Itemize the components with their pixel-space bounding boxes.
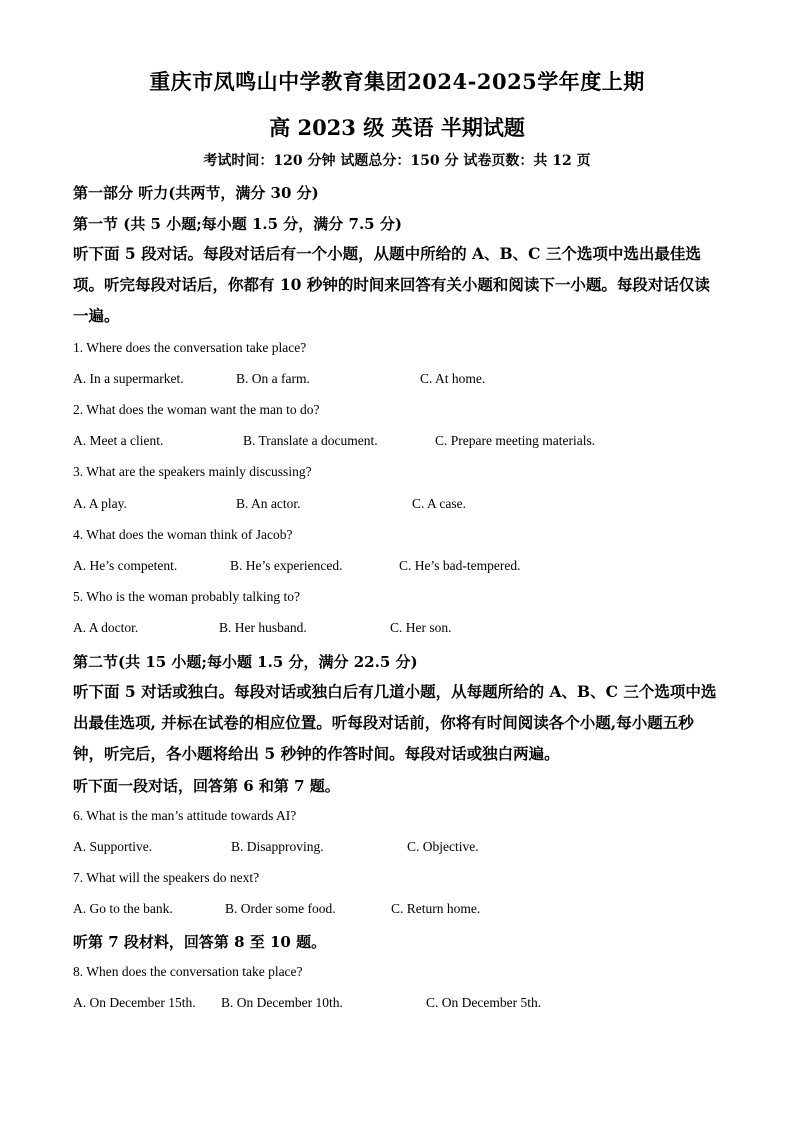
q8-option-b: B. On December 10th. xyxy=(221,995,343,1010)
q6-option-b: B. Disapproving. xyxy=(231,839,324,854)
exam-title: 重庆市凤鸣山中学教育集团2024-2025学年度上期 xyxy=(149,69,645,94)
q1-option-c: C. At home. xyxy=(420,371,486,386)
question-4: 4. What does the woman think of Jacob? xyxy=(73,527,293,542)
q7-option-c: C. Return home. xyxy=(391,901,481,916)
q7-option-b: B. Order some food. xyxy=(225,901,336,916)
exam-meta: 考试时间：120 分钟 试题总分：150 分 试卷页数：共 12 页 xyxy=(203,153,591,169)
question-6: 6. What is the man’s attitude towards AI? xyxy=(73,808,297,823)
q4-option-b: B. He’s experienced. xyxy=(230,558,343,573)
q5-option-a: A. A doctor. xyxy=(73,620,139,635)
q6-option-a: A. Supportive. xyxy=(73,839,153,854)
q2-option-a: A. Meet a client. xyxy=(73,433,164,448)
question-7: 7. What will the speakers do next? xyxy=(73,870,260,885)
section2-instructions: 听下面 5 对话或独白。每段对话或独白后有几道小题，从每题所给的 A、B、C 三个选项中选出最佳选项, 并标在试卷的相应位置。听每段对话前，你将有时间阅读各个小题,每小题五秒钟，听完后，各小题将给出 5 秒钟的作答时间。每段对话或独白两遍。 xyxy=(73,682,717,763)
section1-heading: 第一节 (共 5 小题;每小题 1.5 分，满分 7.5 分) xyxy=(73,215,402,233)
q4-option-c: C. He’s bad-tempered. xyxy=(399,558,521,573)
question-5: 5. Who is the woman probably talking to? xyxy=(73,589,300,604)
group-7-instructions: 听第 7 段材料，回答第 8 至 10 题。 xyxy=(73,933,327,951)
q3-option-a: A. A play. xyxy=(73,496,127,511)
section1-instructions: 听下面 5 段对话。每段对话后有一个小题，从题中所给的 A、B、C 三个选项中选出最佳选项。听完每段对话后，你都有 10 秒钟的时间来回答有关小题和阅读下一小题。每段对话仅读一遍。 xyxy=(73,244,710,325)
section2-heading: 第二节(共 15 小题;每小题 1.5 分，满分 22.5 分) xyxy=(73,653,418,671)
part1-heading: 第一部分 听力(共两节，满分 30 分) xyxy=(73,184,319,202)
question-2: 2. What does the woman want the man to do? xyxy=(73,402,320,417)
q2-option-b: B. Translate a document. xyxy=(243,433,378,448)
q5-option-b: B. Her husband. xyxy=(219,620,307,635)
question-1: 1. Where does the conversation take place? xyxy=(73,340,307,355)
q6-option-c: C. Objective. xyxy=(407,839,479,854)
q7-option-a: A. Go to the bank. xyxy=(73,901,173,916)
q8-option-a: A. On December 15th. xyxy=(73,995,196,1010)
q5-option-c: C. Her son. xyxy=(390,620,452,635)
question-3: 3. What are the speakers mainly discussing? xyxy=(73,464,312,479)
q3-option-c: C. A case. xyxy=(412,496,466,511)
group-6-instructions: 听下面一段对话，回答第 6 和第 7 题。 xyxy=(73,777,340,795)
q2-option-c: C. Prepare meeting materials. xyxy=(435,433,596,448)
q1-option-b: B. On a farm. xyxy=(236,371,310,386)
exam-subtitle: 高 2023 级 英语 半期试题 xyxy=(269,115,525,140)
q8-option-c: C. On December 5th. xyxy=(426,995,542,1010)
q1-option-a: A. In a supermarket. xyxy=(73,371,184,386)
q4-option-a: A. He’s competent. xyxy=(73,558,178,573)
question-8: 8. When does the conversation take place? xyxy=(73,964,303,979)
q3-option-b: B. An actor. xyxy=(236,496,301,511)
